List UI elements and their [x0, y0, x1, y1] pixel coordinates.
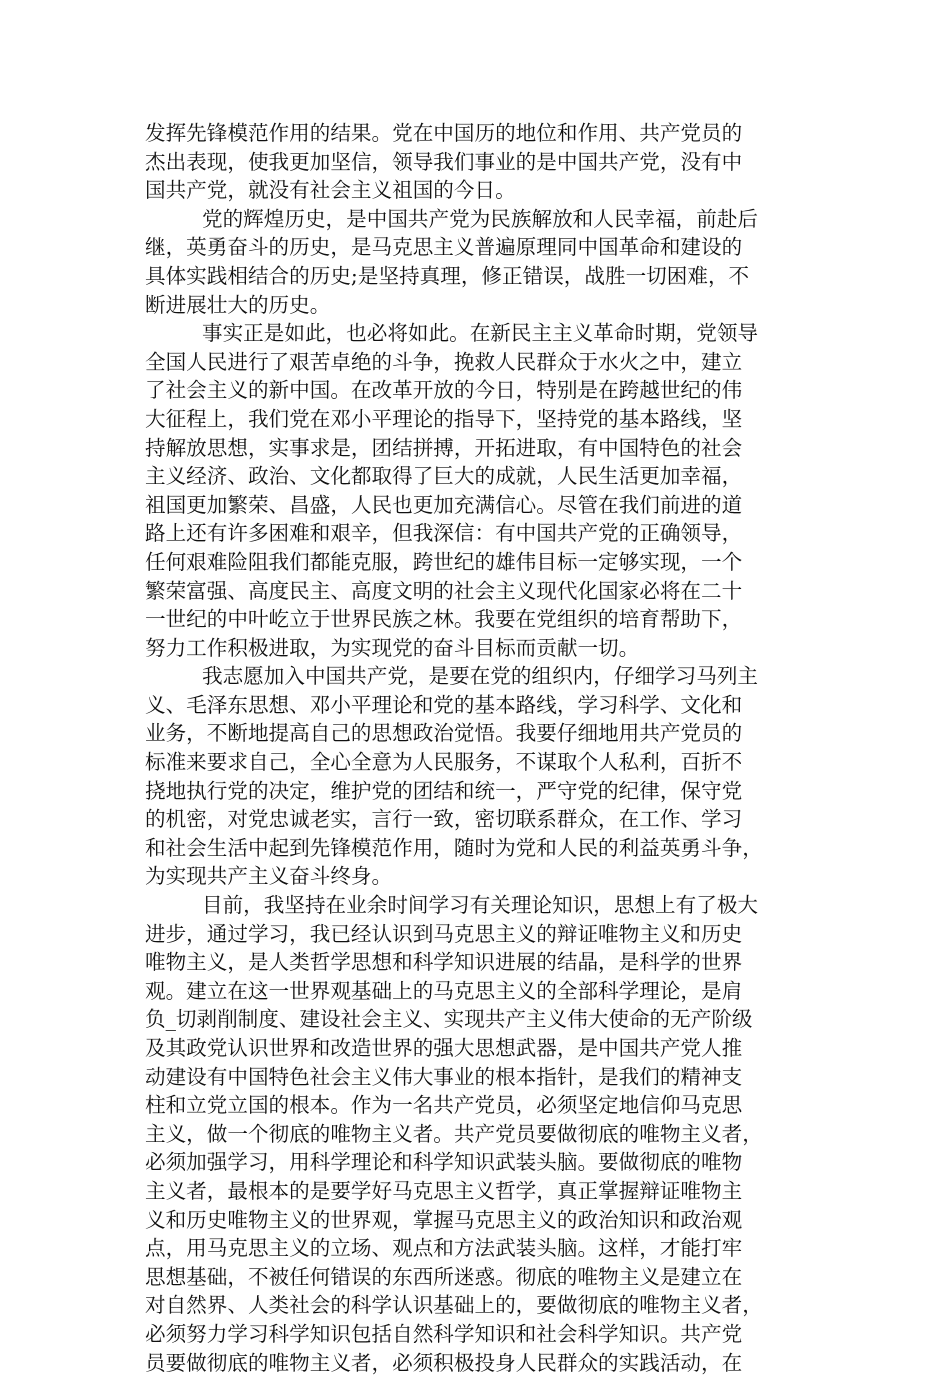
text-line: 任何艰难险阻我们都能克服，跨世纪的雄伟目标一定够实现，一个 [145, 549, 743, 574]
text-line: 一世纪的中叶屹立于世界民族之林。我要在党组织的培育帮助下， [145, 607, 743, 632]
text-line: 义和历史唯物主义的世界观，掌握马克思主义的政治知识和政治观 [145, 1207, 743, 1232]
text-line: 我志愿加入中国共产党，是要在党的组织内，仔细学习马列主 [202, 664, 759, 689]
text-line: 负_切剥削制度、建设社会主义、实现共产主义伟大使命的无产阶级 [145, 1007, 753, 1032]
text-line: 柱和立党立国的根本。作为一名共产党员，必须坚定地信仰马克思 [145, 1093, 743, 1118]
text-line: 员要做彻底的唯物主义者，必须积极投身人民群众的实践活动，在 [145, 1350, 743, 1375]
text-line: 主义，做一个彻底的唯物主义者。共产党员要做彻底的唯物主义者， [145, 1121, 763, 1146]
text-line: 国共产党，就没有社会主义祖国的今日。 [145, 178, 516, 203]
text-line: 对自然界、人类社会的科学认识基础上的，要做彻底的唯物主义者， [145, 1293, 763, 1318]
text-line: 和社会生活中起到先锋模范作用，随时为党和人民的利益英勇斗争， [145, 835, 763, 860]
text-line: 动建设有中国特色社会主义伟大事业的根本指针，是我们的精神支 [145, 1064, 743, 1089]
text-line: 继，英勇奋斗的历史，是马克思主义普遍原理同中国革命和建设的 [145, 235, 743, 260]
text-line: 事实正是如此，也必将如此。在新民主主义革命时期，党领导 [202, 321, 759, 346]
text-line: 唯物主义，是人类哲学思想和科学知识进展的结晶，是科学的世界 [145, 950, 743, 975]
text-line: 主义经济、政治、文化都取得了巨大的成就，人民生活更加幸福， [145, 464, 743, 489]
document-body [145, 119, 805, 1377]
text-line: 思想基础，不被任何错误的东西所迷惑。彻底的唯物主义是建立在 [145, 1264, 743, 1289]
text-line: 发挥先锋模范作用的结果。党在中国历的地位和作用、共产党员的 [145, 121, 743, 145]
text-line: 的机密，对党忠诚老实，言行一致，密切联系群众，在工作、学习 [145, 807, 743, 832]
text-line: 及其政党认识世界和改造世界的强大思想武器，是中国共产党人推 [145, 1036, 743, 1060]
text-line: 杰出表现，使我更加坚信，领导我们事业的是中国共产党，没有中 [145, 149, 743, 174]
text-line: 进步，通过学习，我已经认识到马克思主义的辩证唯物主义和历史 [145, 921, 743, 946]
text-line: 义、毛泽东思想、邓小平理论和党的基本路线，学习科学、文化和 [145, 692, 743, 717]
text-line: 必须加强学习，用科学理论和科学知识武装头脑。要做彻底的唯物 [145, 1150, 743, 1175]
text-line: 目前，我坚持在业余时间学习有关理论知识，思想上有了极大 [202, 893, 759, 918]
text-line: 全国人民进行了艰苦卓绝的斗争，挽救人民群众于水火之中，建立 [145, 349, 743, 374]
text-line: 党的辉煌历史，是中国共产党为民族解放和人民幸福，前赴后 [202, 206, 759, 231]
text-line: 了社会主义的新中国。在改革开放的今日，特别是在跨越世纪的伟 [145, 378, 743, 403]
text-line: 标准来要求自己，全心全意为人民服务，不谋取个人私利，百折不 [145, 750, 743, 775]
text-line: 业务，不断地提高自己的思想政治觉悟。我要仔细地用共产党员的 [145, 721, 743, 746]
text-line: 大征程上，我们党在邓小平理论的指导下，坚持党的基本路线，坚 [145, 406, 743, 431]
text-line: 祖国更加繁荣、昌盛，人民也更加充满信心。尽管在我们前进的道 [145, 492, 743, 517]
text-line: 持解放思想，实事求是，团结拼搏，开拓进取，有中国特色的社会 [145, 435, 743, 460]
text-line: 挠地执行党的决定，维护党的团结和统一，严守党的纪律，保守党 [145, 778, 743, 803]
text-line: 观。建立在这一世界观基础上的马克思主义的全部科学理论，是肩 [145, 978, 743, 1003]
text-line: 努力工作积极进取，为实现党的奋斗目标而贡献一切。 [145, 635, 640, 660]
text-line: 繁荣富强、高度民主、高度文明的社会主义现代化国家必将在二十 [145, 578, 743, 603]
text-line: 路上还有许多困难和艰辛，但我深信：有中国共产党的正确领导， [145, 521, 743, 546]
text-line: 点，用马克思主义的立场、观点和方法武装头脑。这样，才能打牢 [145, 1236, 743, 1261]
text-line: 具体实践相结合的历史;是坚持真理，修正错误，战胜一切困难，不 [145, 263, 750, 288]
text-line: 为实现共产主义奋斗终身。 [145, 864, 393, 889]
text-line: 主义者，最根本的是要学好马克思主义哲学，真正掌握辩证唯物主 [145, 1178, 743, 1203]
text-line: 必须努力学习科学知识包括自然科学知识和社会科学知识。共产党 [145, 1321, 743, 1346]
text-line: 断进展壮大的历史。 [145, 292, 331, 317]
